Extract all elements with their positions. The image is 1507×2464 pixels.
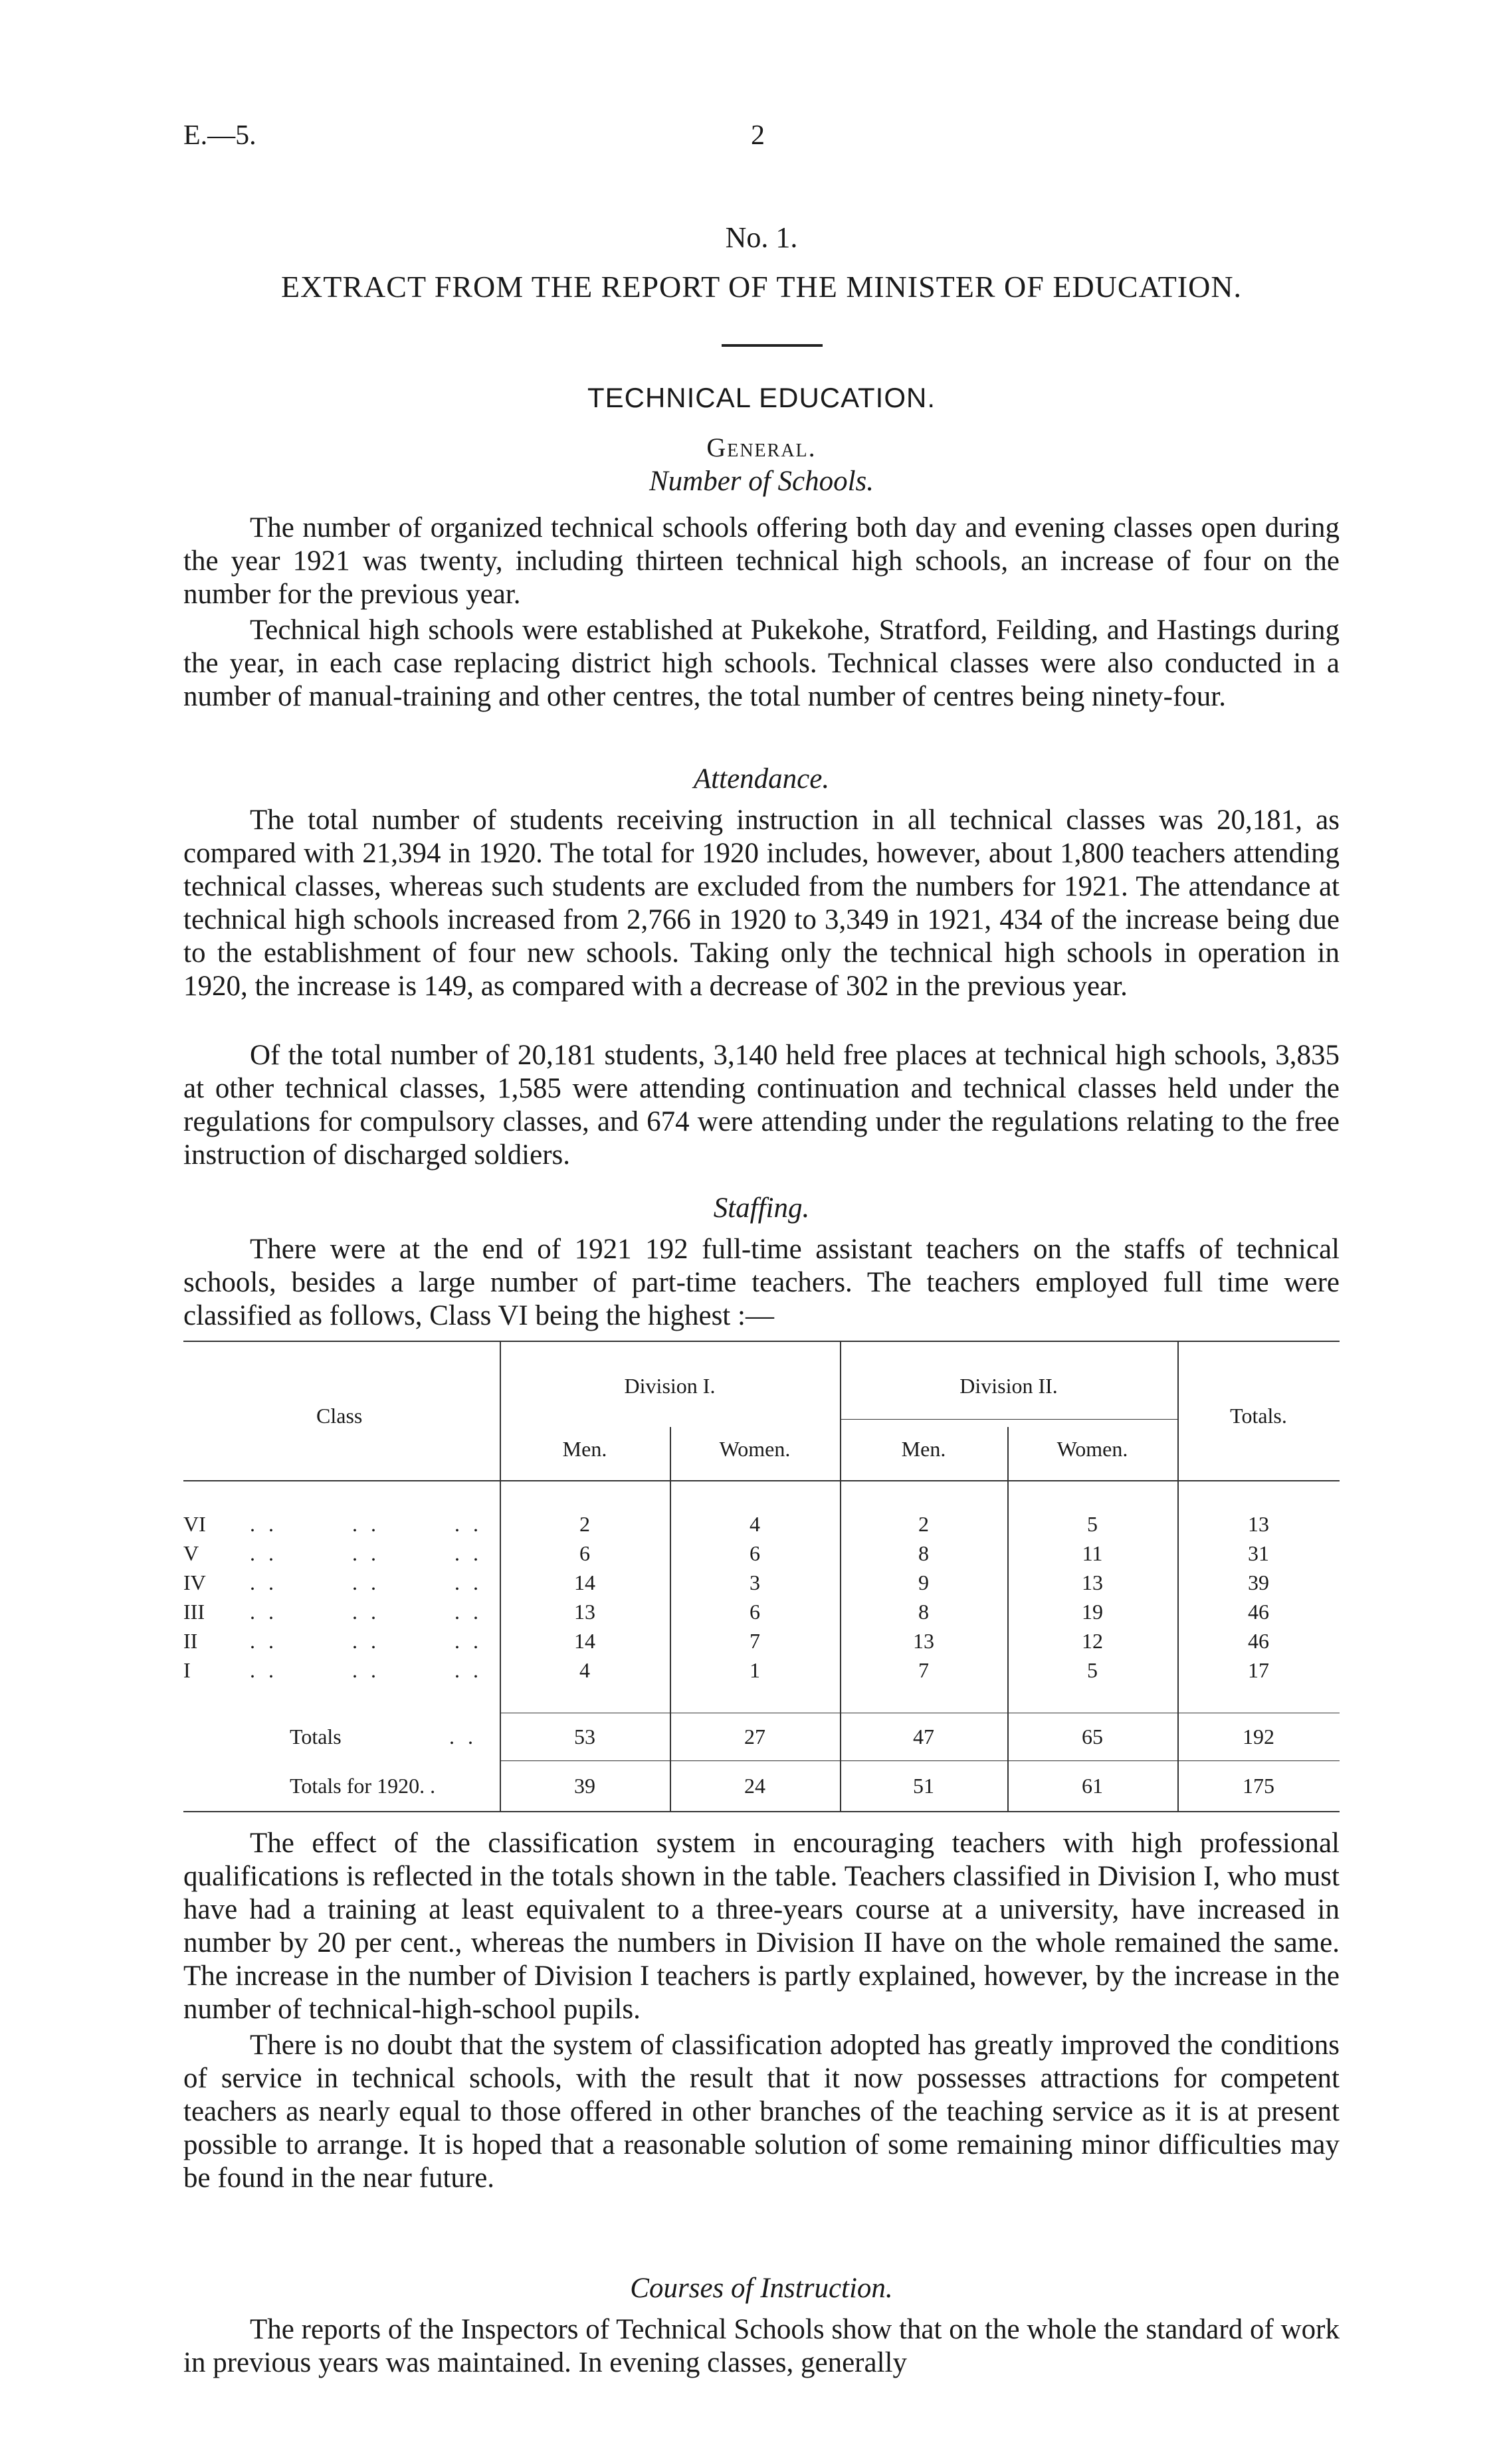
division1-header: Division I. <box>624 1374 716 1398</box>
courses-heading: Courses of Instruction. <box>630 2273 893 2304</box>
classification-table <box>183 1341 1340 1812</box>
div1-women-header: Women. <box>719 1437 791 1461</box>
totals-label: Totals <box>290 1725 342 1749</box>
table-cell: 13 <box>1248 1512 1269 1536</box>
table-cell: 6 <box>579 1541 590 1565</box>
class-cell: VI <box>183 1512 206 1536</box>
table-cell: 3 <box>750 1570 760 1594</box>
table-cell: 13 <box>1082 1570 1103 1594</box>
leader-dots: . . . . . . <box>250 1658 482 1682</box>
table-cell: 5 <box>1087 1512 1098 1536</box>
div1-men-header: Men. <box>562 1437 607 1461</box>
totals1920-cell: 175 <box>1243 1774 1274 1798</box>
table-cell: 12 <box>1082 1629 1103 1653</box>
division2-header: Division II. <box>959 1374 1058 1398</box>
table-cell: 6 <box>750 1541 760 1565</box>
section-subheading: General. <box>706 432 817 462</box>
leader-dots: . . . . . . <box>250 1600 482 1624</box>
table-cell: 13 <box>574 1600 595 1624</box>
class-header: Class <box>316 1404 363 1428</box>
totals-cell: 47 <box>913 1725 934 1749</box>
table-header-rule <box>183 1480 1340 1481</box>
totals1920-cell: 61 <box>1082 1774 1103 1798</box>
table-cell: 8 <box>918 1541 929 1565</box>
leader-dots: . . . . . . <box>250 1570 482 1594</box>
report-number: No. 1. <box>725 221 798 254</box>
table-cell: 13 <box>913 1629 934 1653</box>
leader-dots: . . . . . . <box>250 1629 482 1653</box>
paragraph: The effect of the classification system in encouraging teachers with high professional qualifications is reflected in the totals shown in the table. Teachers classified in Division I, who must have had a training at least equivalent to a three-years course at a university, have increased in number by 20 per cent., whereas the numbers in Division II have on the whole remained the same. The increase in the number of Division I teachers is partly explained, however, by the increase in the number of technical-high-school pupils. <box>183 1828 1340 2025</box>
page-number: 2 <box>751 120 765 151</box>
table-cell: 4 <box>750 1512 760 1536</box>
paragraph: There were at the end of 1921 192 full-time assistant teachers on the staffs of technical schools, besides a large number of part-time teachers. The teachers employed full time were classified as follows, Class VI being the highest :— <box>183 1234 1340 1331</box>
paragraph: Technical high schools were established at Pukekohe, Stratford, Feilding, and Hastings during the year, in each case replacing district high schools. Technical classes were also conducted in a number of manual-training and other centres, the total number of centres being ninety-four. <box>183 615 1340 712</box>
totals-cell: 53 <box>574 1725 595 1749</box>
table-top-rule <box>183 1341 1340 1342</box>
table-cell: 4 <box>579 1658 590 1682</box>
paragraph: There is no doubt that the system of classification adopted has greatly improved the conditions of service in technical schools, with the result that it now possesses attractions for competent teachers as nearly equal to those offered in other branches of the teaching service as it is at present possible to arrange. It is hoped that a reasonable solution of some remaining minor difficulties may be found in the near future. <box>183 2030 1340 2194</box>
number-of-schools-heading: Number of Schools. <box>649 466 874 497</box>
div2-women-header: Women. <box>1056 1437 1128 1461</box>
totals-dots: . . <box>449 1725 477 1749</box>
header-ref: E.—5. <box>183 120 256 151</box>
table-cell: 7 <box>918 1658 929 1682</box>
report-title: EXTRACT FROM THE REPORT OF THE MINISTER OF EDUCATION. <box>280 270 1243 304</box>
table-cell: 19 <box>1082 1600 1103 1624</box>
totals-cell: 65 <box>1082 1725 1103 1749</box>
class-cell: III <box>183 1600 205 1624</box>
class-cell: IV <box>183 1570 206 1594</box>
table-cell: 46 <box>1248 1600 1269 1624</box>
table-cell: 46 <box>1248 1629 1269 1653</box>
table-cell: 14 <box>574 1629 595 1653</box>
staffing-heading: Staffing. <box>713 1192 810 1224</box>
attendance-heading: Attendance. <box>693 763 830 795</box>
table-cell: 2 <box>918 1512 929 1536</box>
div-header-rule <box>840 1419 1177 1420</box>
totals-header: Totals. <box>1230 1404 1287 1428</box>
totals-cell: 27 <box>744 1725 765 1749</box>
totals1920-top-rule <box>500 1760 1340 1761</box>
class-cell: V <box>183 1541 199 1565</box>
paragraph: The total number of students receiving instruction in all technical classes was 20,181, as compared with 21,394 in 1920. The total for 1920 includes, however, about 1,800 teachers attending technical classes, whereas such students are excluded from the numbers for 1921. The attendance at technical high schools increased from 2,766 in 1920 to 3,349 in 1921, 434 of the increase being due to the establishment of four new schools. Taking only the technical high schools in operation in 1920, the increase is 149, as compared with a decrease of 302 in the previous year. <box>183 805 1340 1002</box>
totals-cell: 192 <box>1243 1725 1274 1749</box>
table-cell: 7 <box>750 1629 760 1653</box>
totals1920-cell: 39 <box>574 1774 595 1798</box>
leader-dots: . . . . . . <box>250 1512 482 1536</box>
table-cell: 2 <box>579 1512 590 1536</box>
totals1920-cell: 51 <box>913 1774 934 1798</box>
paragraph: The number of organized technical schools offering both day and evening classes open during the year 1921 was twenty, including thirteen technical high schools, an increase of four on the number for the previous year. <box>183 512 1340 610</box>
table-cell: 5 <box>1087 1658 1098 1682</box>
totals1920-label: Totals for 1920. . <box>290 1774 436 1798</box>
table-cell: 6 <box>750 1600 760 1624</box>
leader-dots: . . . . . . <box>250 1541 482 1565</box>
section-heading: TECHNICAL EDUCATION. <box>587 382 936 413</box>
paragraph: Of the total number of 20,181 students, 3,140 held free places at technical high schools, 3,835 at other technical classes, 1,585 were attending continuation and technical classes held under the regulations for compulsory classes, and 674 were attending under the regulations relating to the free instruction of discharged soldiers. <box>183 1040 1340 1171</box>
table-cell: 9 <box>918 1570 929 1594</box>
table-cell: 11 <box>1082 1541 1103 1565</box>
table-cell: 31 <box>1248 1541 1269 1565</box>
table-cell: 1 <box>750 1658 760 1682</box>
table-cell: 39 <box>1248 1570 1269 1594</box>
table-cell: 8 <box>918 1600 929 1624</box>
div2-men-header: Men. <box>901 1437 946 1461</box>
table-cell: 14 <box>574 1570 595 1594</box>
title-rule <box>722 344 823 347</box>
table-cell: 17 <box>1248 1658 1269 1682</box>
class-cell: II <box>183 1629 198 1653</box>
table-bottom-rule <box>183 1811 1340 1812</box>
class-cell: I <box>183 1658 191 1682</box>
paragraph: The reports of the Inspectors of Technical Schools show that on the whole the standard of work in previous years was maintained. In evening classes, generally <box>183 2314 1340 2378</box>
totals1920-cell: 24 <box>744 1774 765 1798</box>
